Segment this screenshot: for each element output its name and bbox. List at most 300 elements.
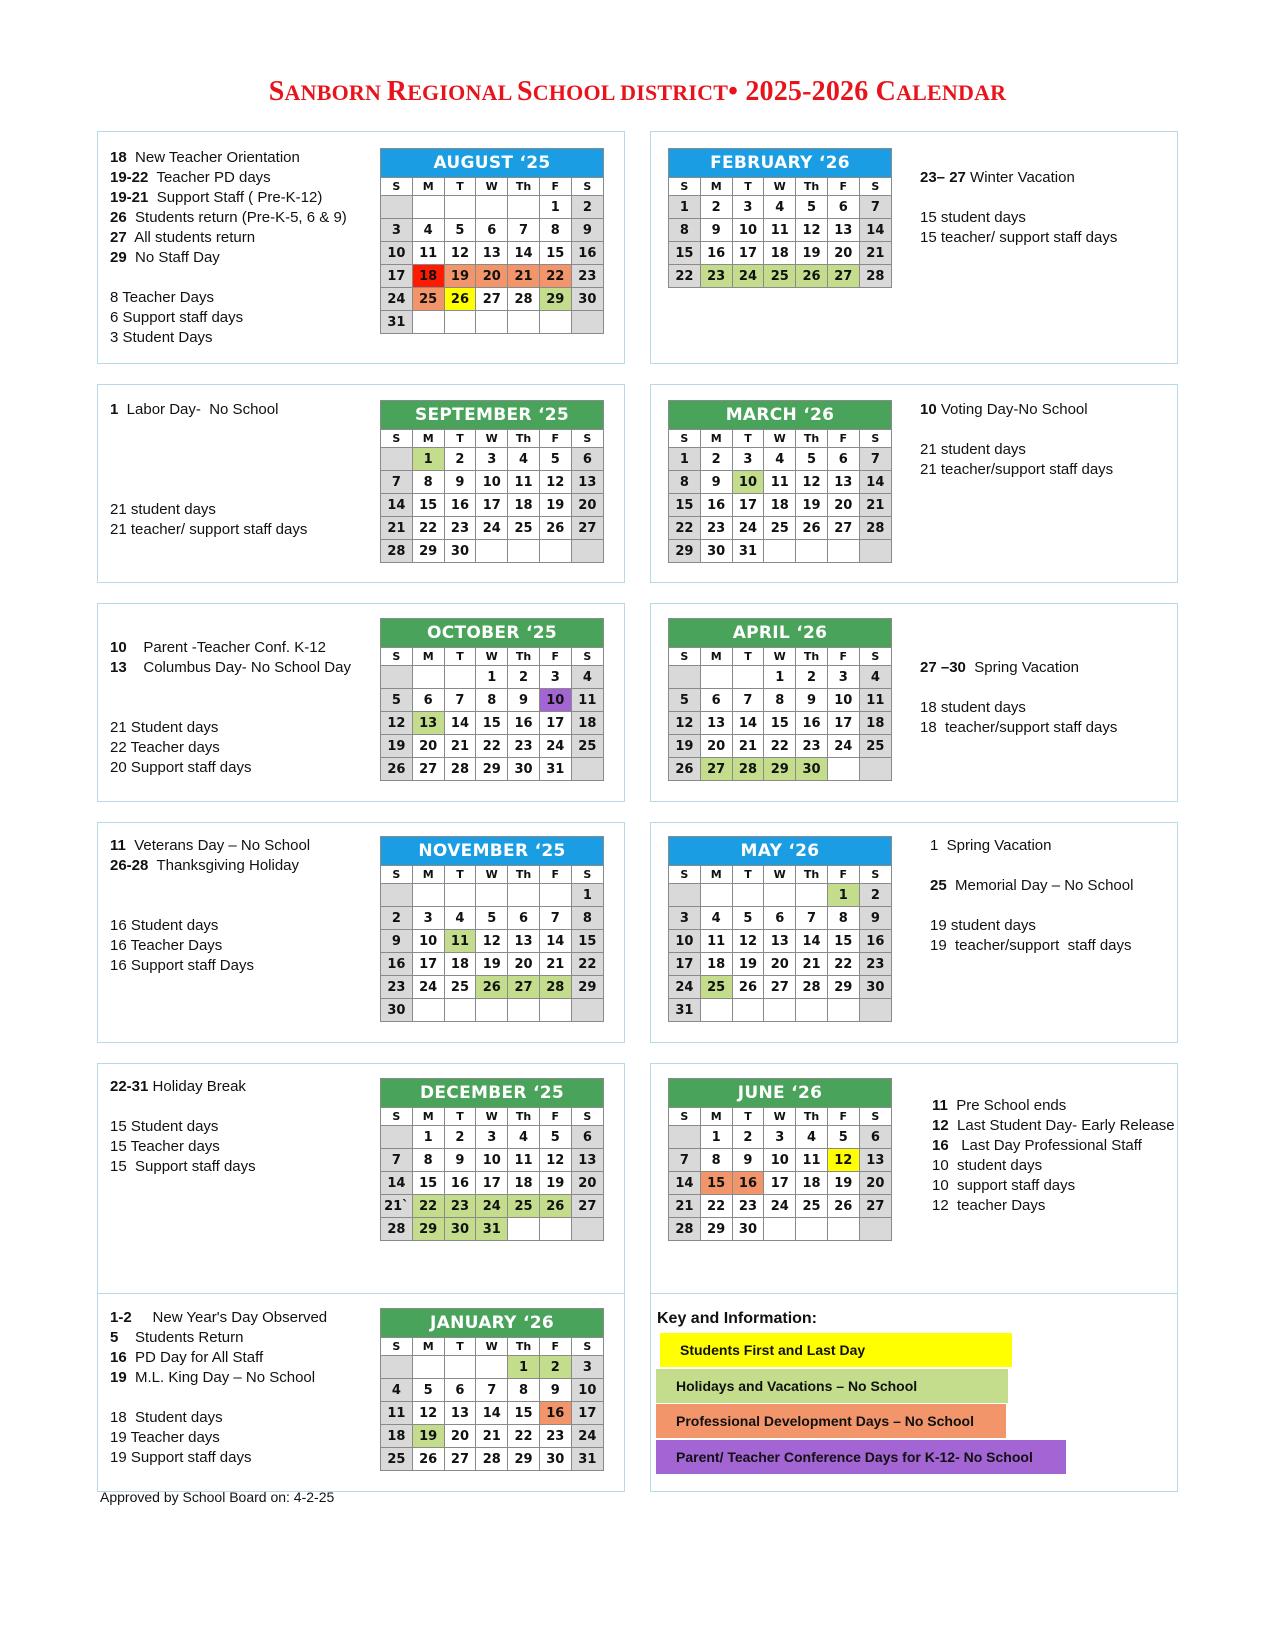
day-cell: 1	[764, 666, 796, 689]
weekday-label: Th	[508, 1338, 540, 1356]
day-cell: 24	[827, 735, 859, 758]
day-cell: 31	[539, 758, 571, 781]
weekday-label: W	[476, 430, 508, 448]
day-cell: 12	[669, 712, 701, 735]
note-line	[110, 1157, 256, 1177]
day-cell	[571, 1218, 603, 1241]
day-cell	[764, 999, 796, 1022]
day-cell: 21	[381, 517, 413, 540]
day-cell: 5	[381, 689, 413, 712]
day-cell	[412, 196, 444, 219]
weekday-label: Th	[508, 648, 540, 666]
day-cell	[732, 666, 764, 689]
day-cell	[796, 540, 828, 563]
weekday-label: Th	[508, 1108, 540, 1126]
day-cell: 1	[476, 666, 508, 689]
day-cell: 14	[381, 1172, 413, 1195]
weekday-label: F	[539, 866, 571, 884]
note-text: 21 student days	[110, 501, 216, 518]
note-text: Holiday Break	[148, 1078, 246, 1095]
day-cell: 31	[476, 1218, 508, 1241]
day-cell: 12	[796, 471, 828, 494]
day-cell: 29	[827, 976, 859, 999]
day-cell: 28	[859, 517, 891, 540]
day-cell: 18	[571, 712, 603, 735]
day-cell: 27	[508, 976, 540, 999]
note-date: 19-21	[110, 189, 149, 206]
note-line	[110, 678, 351, 698]
day-cell: 25	[859, 735, 891, 758]
day-cell: 4	[571, 666, 603, 689]
day-cell: 27	[827, 517, 859, 540]
weekday-label: F	[827, 1108, 859, 1126]
day-cell: 27	[764, 976, 796, 999]
day-cell: 26	[412, 1448, 444, 1471]
day-cell: 21`	[381, 1195, 413, 1218]
note-line	[930, 936, 1133, 956]
day-cell	[571, 311, 603, 334]
day-cell: 5	[732, 907, 764, 930]
day-cell: 2	[732, 1126, 764, 1149]
note-text: Last Day Professional Staff	[948, 1137, 1142, 1154]
note-line	[110, 1097, 256, 1117]
note-text: Pre School ends	[947, 1097, 1067, 1114]
day-cell: 19	[412, 1425, 444, 1448]
day-cell: 27	[827, 265, 859, 288]
day-cell: 14	[444, 712, 476, 735]
weekday-label: F	[827, 178, 859, 196]
approval-footer: Approved by School Board on: 4-2-25	[100, 1489, 335, 1505]
day-cell: 7	[859, 448, 891, 471]
note-text: 10 support staff days	[932, 1177, 1076, 1194]
note-text: 21 student days	[920, 441, 1026, 458]
day-cell: 24	[412, 976, 444, 999]
day-cell: 12	[539, 471, 571, 494]
day-cell: 11	[444, 930, 476, 953]
day-cell: 23	[700, 265, 732, 288]
note-line	[920, 208, 1117, 228]
note-text: 15 Teacher days	[110, 1138, 220, 1155]
note-date: 22-31	[110, 1078, 149, 1095]
day-cell: 8	[476, 689, 508, 712]
weekday-label: F	[827, 430, 859, 448]
day-cell: 17	[412, 953, 444, 976]
day-cell: 10	[539, 689, 571, 712]
weekday-label: Th	[796, 178, 828, 196]
day-cell: 6	[508, 907, 540, 930]
day-cell: 29	[539, 288, 571, 311]
day-cell: 9	[859, 907, 891, 930]
day-cell: 10	[732, 471, 764, 494]
note-line	[110, 400, 307, 420]
day-cell: 1	[669, 196, 701, 219]
note-line	[110, 1117, 256, 1137]
day-cell: 26	[539, 517, 571, 540]
day-cell: 16	[700, 242, 732, 265]
day-cell	[381, 884, 413, 907]
day-cell: 20	[827, 494, 859, 517]
day-cell	[381, 1356, 413, 1379]
note-text: 19 teacher/support staff days	[930, 937, 1132, 954]
note-text: 21 Student days	[110, 719, 219, 736]
day-cell: 11	[381, 1402, 413, 1425]
weekday-label: T	[444, 1108, 476, 1126]
day-cell	[381, 196, 413, 219]
day-cell: 17	[571, 1402, 603, 1425]
day-cell: 19	[732, 953, 764, 976]
notes-mar	[920, 400, 1113, 480]
day-cell: 20	[412, 735, 444, 758]
note-text: Students Return	[118, 1329, 244, 1346]
day-cell: 15	[764, 712, 796, 735]
day-cell: 15	[669, 494, 701, 517]
day-cell: 28	[381, 1218, 413, 1241]
day-cell: 2	[508, 666, 540, 689]
day-cell: 25	[764, 517, 796, 540]
weekday-label: S	[669, 648, 701, 666]
note-date: 16	[932, 1137, 949, 1154]
day-cell: 12	[381, 712, 413, 735]
day-cell: 13	[444, 1402, 476, 1425]
note-text: 18 student days	[920, 699, 1026, 716]
note-date: 19	[110, 1369, 127, 1386]
day-cell: 14	[732, 712, 764, 735]
note-line	[110, 288, 347, 308]
note-text: Memorial Day – No School	[946, 877, 1134, 894]
month-header: AUGUST ‘25	[381, 149, 604, 178]
weekday-label: F	[539, 648, 571, 666]
day-cell	[827, 999, 859, 1022]
day-cell: 9	[796, 689, 828, 712]
day-cell: 27	[859, 1195, 891, 1218]
day-cell	[764, 884, 796, 907]
day-cell: 11	[412, 242, 444, 265]
day-cell: 2	[444, 1126, 476, 1149]
day-cell: 6	[412, 689, 444, 712]
day-cell: 26	[669, 758, 701, 781]
day-cell: 9	[508, 689, 540, 712]
day-cell: 10	[732, 219, 764, 242]
note-line	[920, 718, 1117, 738]
day-cell: 16	[571, 242, 603, 265]
day-cell: 28	[539, 976, 571, 999]
weekday-label: S	[859, 430, 891, 448]
note-text: New Teacher Orientation	[126, 149, 300, 166]
note-line	[110, 420, 307, 440]
note-text: Veterans Day – No School	[125, 837, 311, 854]
month-header: DECEMBER ‘25	[381, 1079, 604, 1108]
weekday-label: S	[669, 866, 701, 884]
weekday-label: S	[669, 1108, 701, 1126]
day-cell: 22	[764, 735, 796, 758]
note-line	[110, 1308, 327, 1328]
note-text: Students return (Pre-K-5, 6 & 9)	[126, 209, 347, 226]
day-cell: 4	[444, 907, 476, 930]
day-cell: 24	[476, 1195, 508, 1218]
day-cell	[476, 999, 508, 1022]
note-line	[110, 1448, 327, 1468]
note-line	[110, 480, 307, 500]
weekday-label: S	[571, 1108, 603, 1126]
day-cell	[859, 1218, 891, 1241]
day-cell	[539, 884, 571, 907]
day-cell: 8	[669, 471, 701, 494]
day-cell: 14	[796, 930, 828, 953]
notes-nov	[110, 836, 310, 976]
note-line	[920, 168, 1117, 188]
day-cell	[859, 540, 891, 563]
weekday-label: M	[700, 648, 732, 666]
day-cell	[571, 999, 603, 1022]
weekday-label: W	[764, 430, 796, 448]
day-cell: 5	[444, 219, 476, 242]
day-cell: 22	[669, 265, 701, 288]
day-cell: 30	[381, 999, 413, 1022]
note-date: 23– 27	[920, 169, 966, 186]
day-cell: 25	[764, 265, 796, 288]
day-cell: 7	[381, 471, 413, 494]
day-cell: 23	[859, 953, 891, 976]
day-cell: 13	[571, 471, 603, 494]
day-cell: 22	[571, 953, 603, 976]
day-cell: 3	[539, 666, 571, 689]
day-cell: 20	[859, 1172, 891, 1195]
day-cell: 2	[381, 907, 413, 930]
day-cell: 17	[381, 265, 413, 288]
day-cell: 23	[539, 1425, 571, 1448]
day-cell: 11	[571, 689, 603, 712]
day-cell	[508, 999, 540, 1022]
note-line	[110, 1408, 327, 1428]
weekday-label: S	[381, 1108, 413, 1126]
day-cell	[476, 1356, 508, 1379]
day-cell: 13	[700, 712, 732, 735]
day-cell: 15	[412, 494, 444, 517]
day-cell: 30	[732, 1218, 764, 1241]
day-cell	[796, 1218, 828, 1241]
day-cell: 3	[764, 1126, 796, 1149]
month-header: JANUARY ‘26	[381, 1309, 604, 1338]
day-cell: 29	[571, 976, 603, 999]
day-cell: 12	[412, 1402, 444, 1425]
day-cell: 16	[508, 712, 540, 735]
note-text: 3 Student Days	[110, 329, 213, 346]
day-cell: 12	[796, 219, 828, 242]
day-cell: 17	[764, 1172, 796, 1195]
day-cell	[476, 540, 508, 563]
day-cell	[412, 999, 444, 1022]
day-cell: 4	[796, 1126, 828, 1149]
day-cell: 19	[444, 265, 476, 288]
day-cell: 2	[539, 1356, 571, 1379]
notes-sep	[110, 400, 307, 540]
weekday-label: S	[571, 1338, 603, 1356]
note-line	[920, 460, 1113, 480]
day-cell: 14	[539, 930, 571, 953]
day-cell	[827, 758, 859, 781]
day-cell	[796, 884, 828, 907]
day-cell: 4	[508, 448, 540, 471]
weekday-label: W	[476, 866, 508, 884]
day-cell: 24	[476, 517, 508, 540]
key-title: Key and Information:	[657, 1310, 818, 1327]
day-cell	[700, 666, 732, 689]
note-date: 16	[110, 1349, 127, 1366]
day-cell: 18	[412, 265, 444, 288]
weekday-label: T	[732, 178, 764, 196]
day-cell	[381, 448, 413, 471]
day-cell: 16	[444, 1172, 476, 1195]
day-cell	[571, 758, 603, 781]
day-cell: 28	[732, 758, 764, 781]
note-text: Columbus Day- No School Day	[126, 659, 351, 676]
day-cell: 20	[764, 953, 796, 976]
day-cell: 23	[444, 1195, 476, 1218]
day-cell: 20	[444, 1425, 476, 1448]
note-date: 1-2	[110, 1309, 132, 1326]
day-cell: 31	[732, 540, 764, 563]
weekday-label: T	[732, 866, 764, 884]
day-cell: 16	[859, 930, 891, 953]
day-cell: 11	[508, 471, 540, 494]
weekday-label: W	[476, 1108, 508, 1126]
note-text: New Year's Day Observed	[131, 1309, 328, 1326]
weekday-label: S	[381, 866, 413, 884]
day-cell: 30	[539, 1448, 571, 1471]
note-date: 27	[110, 229, 127, 246]
day-cell: 13	[412, 712, 444, 735]
weekday-label: S	[381, 1338, 413, 1356]
note-text: 21 teacher/support staff days	[920, 461, 1114, 478]
note-line	[110, 856, 310, 876]
note-text: Last Student Day- Early Release	[948, 1117, 1175, 1134]
day-cell: 24	[764, 1195, 796, 1218]
note-line	[110, 308, 347, 328]
day-cell	[764, 1218, 796, 1241]
note-date: 29	[110, 249, 127, 266]
day-cell: 23	[444, 517, 476, 540]
day-cell: 22	[669, 517, 701, 540]
weekday-label: Th	[796, 866, 828, 884]
notes-dec	[110, 1077, 256, 1177]
day-cell: 22	[412, 517, 444, 540]
note-line	[932, 1116, 1175, 1136]
day-cell: 25	[412, 288, 444, 311]
note-text: 16 Teacher Days	[110, 937, 223, 954]
weekday-label: F	[539, 1108, 571, 1126]
day-cell: 2	[444, 448, 476, 471]
day-cell: 18	[764, 242, 796, 265]
note-text: 19 student days	[930, 917, 1036, 934]
day-cell: 8	[508, 1379, 540, 1402]
day-cell: 12	[476, 930, 508, 953]
day-cell: 10	[412, 930, 444, 953]
day-cell	[508, 540, 540, 563]
day-cell: 6	[827, 196, 859, 219]
day-cell: 19	[381, 735, 413, 758]
weekday-label: M	[412, 178, 444, 196]
day-cell: 1	[412, 448, 444, 471]
note-text: Teacher PD days	[148, 169, 271, 186]
day-cell: 15	[508, 1402, 540, 1425]
note-line	[930, 896, 1133, 916]
note-line	[110, 956, 310, 976]
day-cell	[508, 1218, 540, 1241]
day-cell	[669, 884, 701, 907]
day-cell: 29	[412, 540, 444, 563]
weekday-label: M	[700, 430, 732, 448]
day-cell: 11	[764, 219, 796, 242]
weekday-label: M	[412, 1108, 444, 1126]
day-cell: 20	[476, 265, 508, 288]
note-line	[110, 460, 307, 480]
note-text: 15 Support staff days	[110, 1158, 256, 1175]
day-cell: 22	[539, 265, 571, 288]
day-cell: 9	[732, 1149, 764, 1172]
note-date: 5	[110, 1329, 119, 1346]
day-cell: 12	[539, 1149, 571, 1172]
weekday-label: W	[764, 648, 796, 666]
note-line	[920, 678, 1117, 698]
day-cell	[669, 666, 701, 689]
day-cell: 8	[827, 907, 859, 930]
note-line	[110, 500, 307, 520]
calendar-march	[668, 400, 892, 563]
day-cell: 14	[669, 1172, 701, 1195]
note-line	[110, 328, 347, 348]
day-cell: 3	[476, 1126, 508, 1149]
day-cell: 1	[412, 1126, 444, 1149]
day-cell: 15	[700, 1172, 732, 1195]
key-professional-development: Professional Development Days – No School	[656, 1404, 1006, 1438]
day-cell	[444, 884, 476, 907]
note-line	[920, 400, 1113, 420]
day-cell: 8	[700, 1149, 732, 1172]
day-cell	[539, 540, 571, 563]
day-cell: 30	[508, 758, 540, 781]
day-cell	[796, 999, 828, 1022]
note-date: 26-28	[110, 857, 149, 874]
note-date: 1	[110, 401, 119, 418]
day-cell	[508, 196, 540, 219]
day-cell: 18	[508, 494, 540, 517]
day-cell: 18	[859, 712, 891, 735]
day-cell: 29	[764, 758, 796, 781]
day-cell: 18	[381, 1425, 413, 1448]
day-cell: 9	[700, 219, 732, 242]
day-cell: 23	[508, 735, 540, 758]
day-cell: 19	[539, 494, 571, 517]
day-cell	[381, 666, 413, 689]
day-cell	[827, 1218, 859, 1241]
day-cell: 6	[571, 1126, 603, 1149]
month-header: JUNE ‘26	[669, 1079, 892, 1108]
weekday-label: Th	[796, 430, 828, 448]
note-line	[110, 440, 307, 460]
day-cell: 13	[827, 471, 859, 494]
day-cell: 8	[669, 219, 701, 242]
day-cell: 17	[476, 1172, 508, 1195]
day-cell	[476, 884, 508, 907]
day-cell	[700, 999, 732, 1022]
note-line	[110, 658, 351, 678]
note-text: PD Day for All Staff	[126, 1349, 264, 1366]
day-cell: 23	[732, 1195, 764, 1218]
day-cell: 4	[700, 907, 732, 930]
day-cell: 5	[412, 1379, 444, 1402]
day-cell: 18	[508, 1172, 540, 1195]
day-cell: 15	[412, 1172, 444, 1195]
